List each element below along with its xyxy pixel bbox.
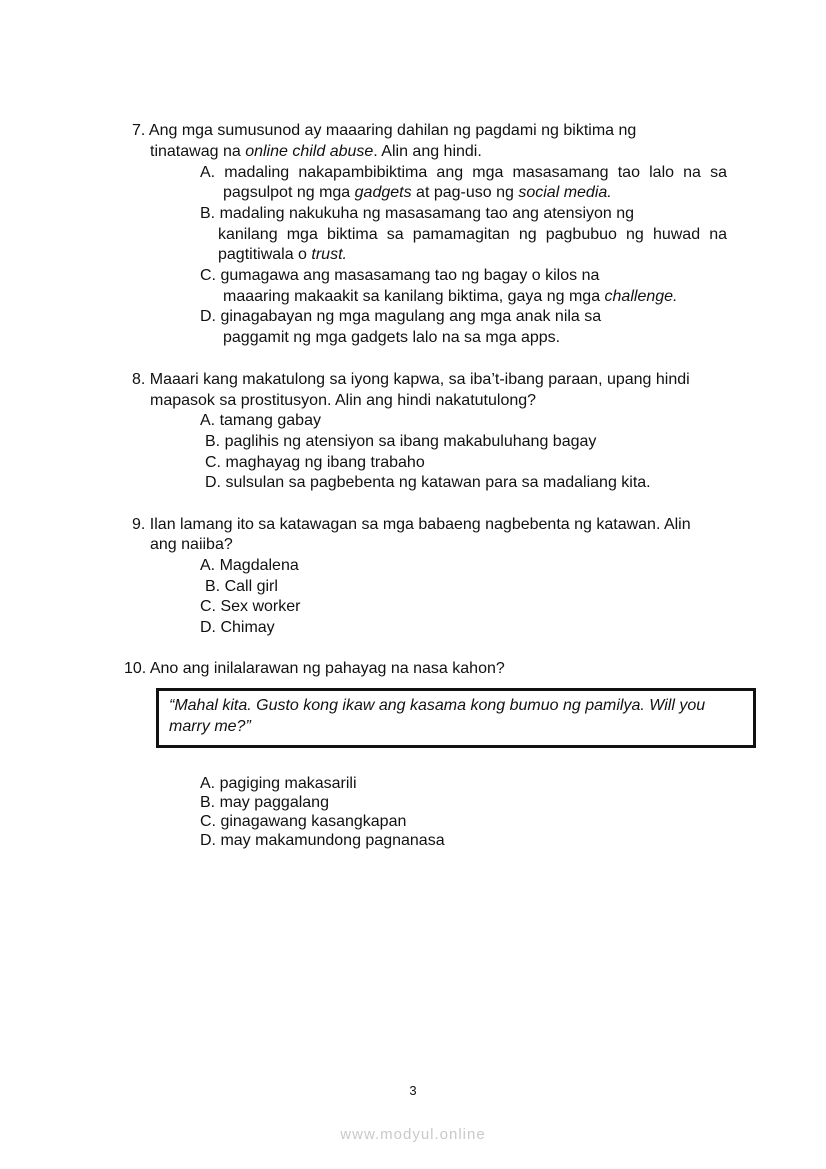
- q9-option-c: [200, 597, 300, 617]
- q7-option-a-line-2-mid: at pag-uso ng: [411, 184, 519, 201]
- q7-stem-line-2-em: online child abuse: [245, 143, 374, 160]
- q9-option-a: [200, 556, 299, 576]
- q7-option-b-line-1: [200, 204, 634, 224]
- q10-option-a-text: A. pagiging makasarili: [200, 775, 357, 792]
- q7-option-b-text: B. madaling nakukuha ng masasamang tao ang atensiyon ng: [200, 205, 635, 222]
- watermark: www.modyul.online: [340, 1126, 486, 1143]
- q8-option-c-text: C. maghayag ng ibang trabaho: [205, 454, 425, 471]
- q7-stem-text: Ang mga sumusunod ay maaaring dahilan ng pagdami ng biktima ng: [148, 122, 637, 139]
- q7-option-b-line-2: [218, 225, 727, 245]
- q8-stem-line-1: [132, 370, 690, 390]
- q7-option-a-line-1: [200, 163, 727, 183]
- q7-option-d-line-1: [200, 307, 601, 327]
- q7-option-d-line-2: [223, 328, 560, 348]
- q7-option-b-line-3: [218, 245, 347, 265]
- q8-number: 8.: [132, 371, 146, 388]
- q9-number: 9.: [132, 516, 146, 533]
- q7-option-c-line-1: [200, 266, 599, 286]
- q7-option-a-text: A. madaling nakapambibiktima ang mga masasamang tao lalo na sa: [200, 164, 727, 181]
- q9-option-d-text: D. Chimay: [200, 619, 275, 636]
- q8-stem-line-2: [150, 391, 536, 411]
- q8-stem-text: Maaari kang makatulong sa iyong kapwa, sa iba’t-ibang paraan, upang hindi: [149, 371, 690, 388]
- q9-option-b-text: B. Call girl: [205, 578, 278, 595]
- q8-option-d-text: D. sulsulan sa pagbebenta ng katawan para sa madaliang kita.: [205, 474, 651, 491]
- q7-option-a-line-2-pre: pagsulpot ng mga: [223, 184, 355, 201]
- q8-stem-line-2-text: mapasok sa prostitusyon. Alin ang hindi nakatutulong?: [150, 392, 537, 409]
- q9-option-c-text: C. Sex worker: [200, 598, 301, 615]
- page-number: 3: [409, 1083, 417, 1098]
- q8-option-d: [205, 473, 651, 493]
- q9-stem-line-2: [150, 535, 233, 555]
- q10-quote-line-2: marry me?”: [169, 718, 251, 735]
- q9-option-a-text: A. Magdalena: [200, 557, 299, 574]
- q7-option-d-text: D. ginagabayan ng mga magulang ang mga anak nila sa: [200, 308, 602, 325]
- q7-option-d-line-2-text: paggamit ng mga gadgets lalo na sa mga apps.: [223, 329, 561, 346]
- q10-quote-line-1: “Mahal kita. Gusto kong ikaw ang kasama kong bumuo ng pamilya. Will you: [169, 697, 706, 714]
- q7-stem-line-2: [150, 142, 482, 162]
- q8-option-b: [205, 432, 596, 452]
- q10-option-b: [200, 793, 329, 813]
- q10-option-d-text: D. may makamundong pagnanasa: [200, 832, 445, 849]
- q8-option-c: [205, 453, 425, 473]
- q10-number: 10.: [124, 660, 147, 677]
- q7-option-b-line-3-pre: pagtitiwala o: [218, 246, 312, 263]
- q7-number: 7.: [132, 122, 146, 139]
- q10-option-a: [200, 774, 357, 794]
- q7-option-b-em-trust: trust.: [311, 246, 347, 263]
- q8-option-a: [200, 411, 321, 431]
- q10-option-b-text: B. may paggalang: [200, 794, 329, 811]
- q10-stem-text: Ano ang inilalarawan ng pahayag na nasa kahon?: [149, 660, 505, 677]
- q7-option-c-line-2-pre: maaaring makaakit sa kanilang biktima, gaya ng mga: [223, 288, 605, 305]
- q9-stem-line-2-text: ang naiiba?: [150, 536, 233, 553]
- q9-option-d: [200, 618, 275, 638]
- q9-stem-text: Ilan lamang ito sa katawagan sa mga babaeng nagbebenta ng katawan. Alin: [149, 516, 691, 533]
- q10-option-c: [200, 812, 406, 832]
- q9-option-b: [205, 577, 278, 597]
- q10-option-c-text: C. ginagawang kasangkapan: [200, 813, 407, 830]
- q7-stem-line-1: [132, 121, 636, 141]
- q7-option-c-line-2: [223, 287, 677, 307]
- q7-option-a-em-gadgets: gadgets: [354, 184, 412, 201]
- q7-stem-line-2-pre: tinatawag na: [150, 143, 246, 160]
- q8-option-a-text: A. tamang gabay: [200, 412, 321, 429]
- q9-stem-line-1: [132, 515, 691, 535]
- q7-option-a-em-social-media: social media.: [518, 184, 612, 201]
- q7-stem-line-2-post: . Alin ang hindi.: [373, 143, 482, 160]
- q7-option-b-line-2-text: kanilang mga biktima sa pamamagitan ng pagbubuo ng huwad na: [218, 226, 727, 243]
- q7-option-a-line-2: [223, 183, 612, 203]
- q10-stem: [124, 659, 505, 679]
- q7-option-c-em-challenge: challenge.: [604, 288, 678, 305]
- q10-option-d: [200, 831, 445, 851]
- q8-option-b-text: B. paglihis ng atensiyon sa ibang makabuluhang bagay: [205, 433, 597, 450]
- q7-option-c-text: C. gumagawa ang masasamang tao ng bagay o kilos na: [200, 267, 600, 284]
